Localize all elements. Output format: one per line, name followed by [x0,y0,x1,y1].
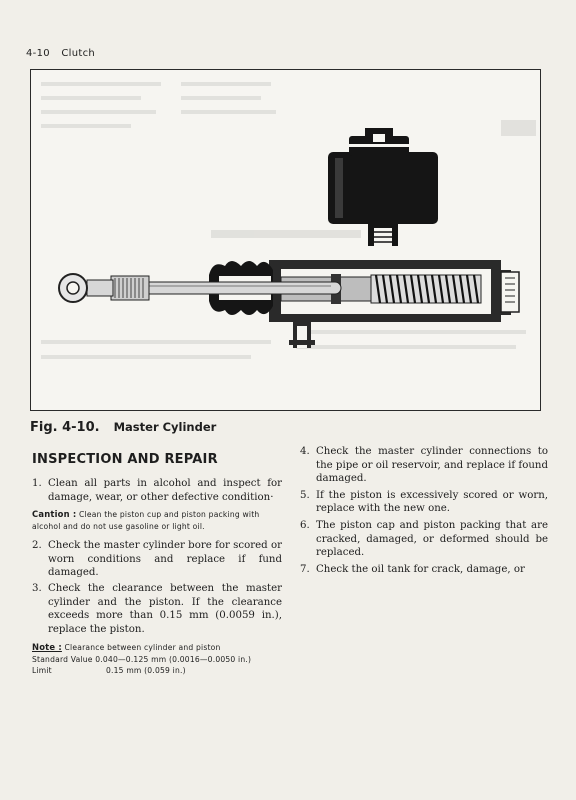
step-1 [32,477,282,504]
section-name: Clutch [61,48,96,59]
figure-caption [30,420,216,435]
page-number: 4-10 [26,48,50,59]
master-cylinder-drawing [31,70,540,410]
step-number: 1. [32,478,42,489]
left-column [32,452,282,677]
section-title: INSPECTION AND REPAIR [32,452,218,467]
step-text: Check the oil tank for crack, damage, or [316,563,525,575]
step-text: Clean all parts in alcohol and inspect for damage, wear, or other defective condition· [48,478,282,503]
figure-title: Master Cylinder [113,420,217,434]
step-3 [32,582,282,636]
step-text: Check the master cylinder connections to the pipe or oil reservoir, and replace if found damaged. [316,446,548,485]
cylinder-body [269,260,511,348]
note-text: Clearance between cylinder and piston [64,643,221,653]
limit-row [32,665,282,677]
step-6 [300,519,548,560]
caution-label: Cantion : [32,509,77,520]
step-number: 7. [300,563,310,575]
step-number: 4. [300,446,310,457]
figure-label: Fig. 4-10. [30,420,100,435]
master-cylinder-figure [30,69,541,411]
caution-note [32,508,282,533]
standard-value-label: Standard Value [32,654,93,664]
step-number: 6. [300,519,310,531]
limit-label: Limit [32,666,52,676]
step-text: Check the clearance between the master cylinder and the piston. If the clearance exceeds more than 0.15 mm (0.0059 in.), replace the piston. [48,582,282,635]
step-number: 2. [32,540,42,552]
return-spring [371,275,481,303]
step-text: The piston cap and piston packing that are cracked, damaged, or deformed should be replaced. [316,519,548,559]
step-2 [32,539,282,580]
page-header [26,48,95,59]
right-column [300,445,548,579]
standard-value: 0.040—0.125 mm (0.0016—0.0050 in.) [95,654,252,664]
caution-text: Clean the piston cup and piston packing with alcohol and do not use gasoline or light oil. [32,510,260,532]
standard-value-row [32,654,282,666]
step-number: 5. [300,489,310,501]
step-5 [300,489,548,516]
outlet-fitting [501,272,519,312]
note-label: Note : [32,642,62,653]
clearance-note [32,642,282,677]
step-7 [300,563,548,577]
reservoir [328,128,438,246]
step-text: Check the master cylinder bore for scored or worn conditions and replace if fund damaged. [48,540,282,579]
step-text: If the piston is excessively scored or worn, replace with the new one. [316,489,548,515]
step-4 [300,445,548,486]
limit-value: 0.15 mm (0.059 in.) [106,666,186,676]
step-number: 3. [32,582,42,594]
